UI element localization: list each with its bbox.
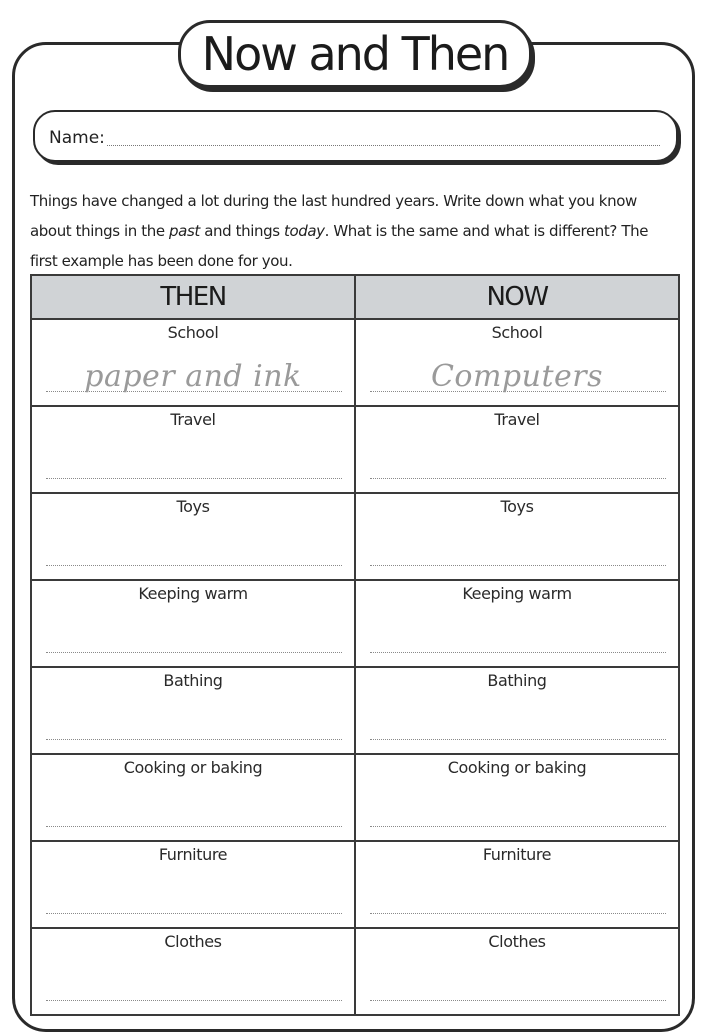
then-cell-school[interactable] (31, 319, 355, 406)
instructions-text-3: . What is the same and what is different? The first example has been done for you. (30, 222, 649, 270)
then-cell-keeping-warm[interactable] (31, 580, 355, 667)
answer-line (370, 1000, 666, 1001)
answer-line (46, 652, 342, 653)
table-header-row (31, 275, 679, 319)
answer-line (46, 478, 342, 479)
cell-label: Bathing (163, 671, 223, 690)
cell-label: Toys (500, 497, 534, 516)
answer-line (370, 739, 666, 740)
table-row (31, 667, 679, 754)
answer-line (46, 913, 342, 914)
cell-label: Clothes (488, 932, 546, 951)
table-row (31, 406, 679, 493)
answer-line (370, 565, 666, 566)
cell-label: Bathing (487, 671, 547, 690)
cell-label: School (491, 323, 543, 342)
page-title: Now and Then (201, 27, 509, 81)
cell-label: Cooking or baking (123, 758, 263, 777)
instructions-past: past (169, 222, 200, 240)
cell-label: Keeping warm (462, 584, 572, 603)
table-row (31, 841, 679, 928)
answer-text: Computers (430, 359, 604, 394)
then-cell-toys[interactable] (31, 493, 355, 580)
now-cell-cooking[interactable] (355, 754, 679, 841)
instructions-today: today (283, 222, 325, 240)
now-cell-school[interactable] (355, 319, 679, 406)
table-row (31, 580, 679, 667)
table-row (31, 493, 679, 580)
instructions (30, 186, 678, 276)
cell-label: School (167, 323, 219, 342)
cell-label: Keeping warm (138, 584, 248, 603)
answer-line (370, 478, 666, 479)
then-now-table (30, 274, 680, 1016)
cell-label: Furniture (158, 845, 228, 864)
answer-text: paper and ink (84, 359, 302, 394)
now-cell-travel[interactable] (355, 406, 679, 493)
table-row (31, 928, 679, 1015)
now-cell-keeping-warm[interactable] (355, 580, 679, 667)
cell-label: Clothes (164, 932, 222, 951)
then-cell-cooking[interactable] (31, 754, 355, 841)
cell-label: Travel (170, 410, 216, 429)
answer-line (46, 1000, 342, 1001)
answer-line (46, 565, 342, 566)
now-cell-clothes[interactable] (355, 928, 679, 1015)
instructions-text-2: and things (199, 222, 284, 240)
header-now: NOW (355, 275, 679, 319)
table-row (31, 319, 679, 406)
answer-line (370, 826, 666, 827)
now-cell-furniture[interactable] (355, 841, 679, 928)
then-cell-bathing[interactable] (31, 667, 355, 754)
instructions-text-1: Things have changed a lot during the last hundred years. Write down what you know about things in the (30, 192, 637, 240)
then-cell-travel[interactable] (31, 406, 355, 493)
answer-line (370, 652, 666, 653)
then-cell-clothes[interactable] (31, 928, 355, 1015)
name-label: Name: (49, 128, 105, 148)
then-cell-furniture[interactable] (31, 841, 355, 928)
header-then: THEN (31, 275, 355, 319)
answer-line (370, 913, 666, 914)
name-box (33, 110, 678, 162)
name-field[interactable] (107, 145, 660, 146)
now-cell-toys[interactable] (355, 493, 679, 580)
answer-line (46, 739, 342, 740)
cell-label: Furniture (482, 845, 552, 864)
cell-label: Travel (494, 410, 540, 429)
cell-label: Toys (176, 497, 210, 516)
answer-line (46, 826, 342, 827)
title-banner (178, 20, 532, 88)
table-row (31, 754, 679, 841)
now-cell-bathing[interactable] (355, 667, 679, 754)
cell-label: Cooking or baking (447, 758, 587, 777)
